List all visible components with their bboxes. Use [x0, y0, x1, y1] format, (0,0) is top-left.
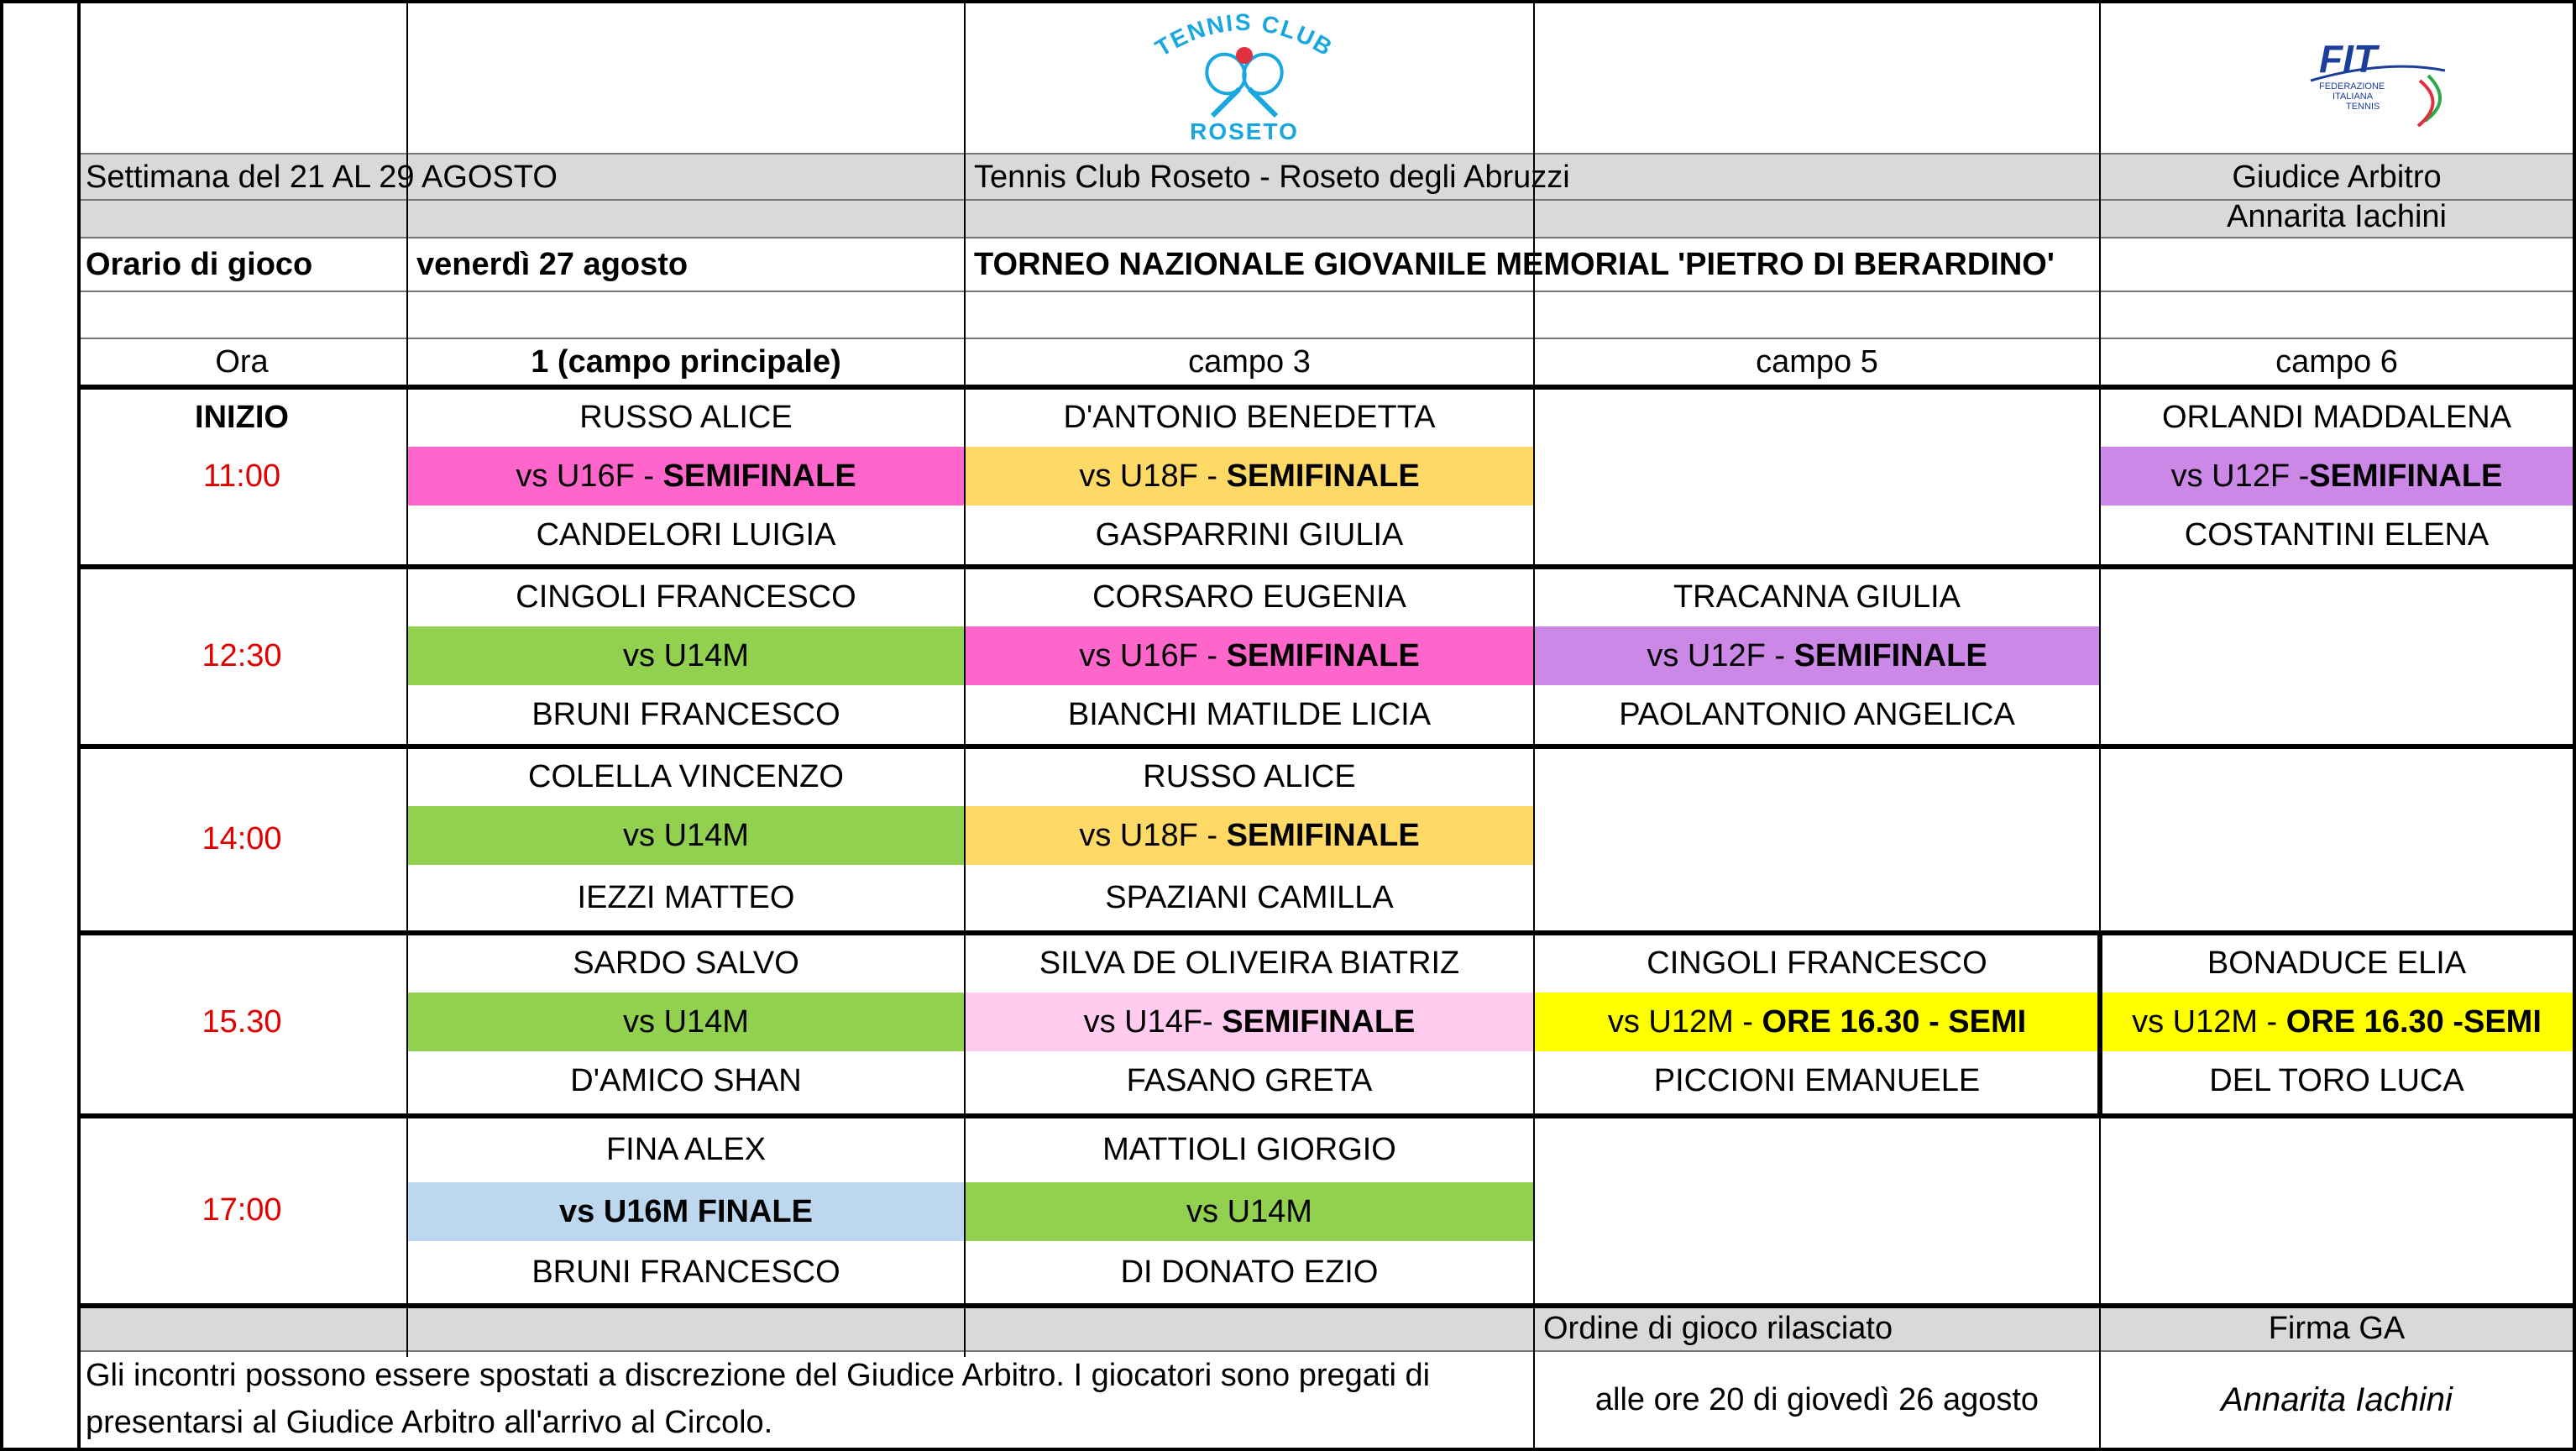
match-category-round: vs U16M FINALE — [559, 1194, 813, 1229]
svg-text:TENNIS CLUB: TENNIS CLUB — [1150, 8, 1338, 62]
match-category — [2101, 993, 2573, 1051]
svg-text:ROSETO: ROSETO — [1190, 118, 1299, 144]
match-category-round: SEMIFINALE — [2309, 458, 2503, 494]
match-category — [1535, 626, 2099, 685]
slot-time: 14:00 — [202, 821, 282, 856]
note-line-1: Gli incontri possono essere spostati a discrezione del Giudice Arbitro. I giocatori sono pregati di — [86, 1358, 1431, 1393]
match-category-round: SEMIFINALE — [1226, 818, 1420, 853]
match-category-round: SEMIFINALE — [1793, 638, 1987, 673]
release-time: alle ore 20 di giovedì 26 agosto — [1594, 1382, 2039, 1417]
schedule-sheet — [77, 0, 2576, 1451]
svg-text:FIT: FIT — [2319, 37, 2377, 81]
match-player-2: BIANCHI MATILDE LICIA — [1067, 697, 1432, 732]
match-category — [408, 806, 964, 865]
match-player-1: ORLANDI MADDALENA — [2162, 400, 2511, 435]
week-label: Settimana del 21 AL 29 AGOSTO — [86, 160, 558, 195]
match-player-1: FINA ALEX — [605, 1132, 767, 1167]
match-category-round: SEMIFINALE — [1226, 458, 1420, 494]
match-player-2: BRUNI FRANCESCO — [531, 1255, 840, 1290]
column-header-court1: 1 (campo principale) — [531, 344, 841, 380]
match-player-2: DI DONATO EZIO — [1120, 1255, 1379, 1290]
match-player-2: D'AMICO SHAN — [570, 1063, 802, 1098]
referee-label: Giudice Arbitro — [2232, 160, 2442, 195]
column-header-court5: campo 5 — [1756, 344, 1878, 380]
match-category-prefix: vs U12F - — [1647, 638, 1794, 673]
match-category — [966, 1182, 1533, 1241]
match-category-prefix: vs U14M — [1186, 1194, 1312, 1229]
match-category — [408, 447, 964, 505]
match-category-prefix: vs U12M - — [2132, 1004, 2286, 1040]
match-player-2: PAOLANTONIO ANGELICA — [1619, 697, 2015, 732]
match-player-1: SILVA DE OLIVEIRA BIATRIZ — [1039, 946, 1460, 981]
column-header-time: Ora — [215, 344, 269, 380]
match-player-1: COLELLA VINCENZO — [528, 759, 844, 794]
match-category — [2101, 447, 2573, 505]
match-category — [408, 1182, 964, 1241]
match-category — [966, 626, 1533, 685]
match-player-2: GASPARRINI GIULIA — [1095, 517, 1404, 553]
match-player-2: IEZZI MATTEO — [577, 880, 795, 915]
match-category-round: SEMIFINALE — [662, 458, 856, 494]
svg-text:ITALIANA: ITALIANA — [2333, 92, 2374, 102]
match-category-prefix: vs U14F- — [1083, 1004, 1223, 1040]
match-category-prefix: vs U12F - — [2170, 458, 2310, 494]
order-label: Ordine di gioco rilasciato — [1543, 1311, 1893, 1346]
match-player-2: BRUNI FRANCESCO — [531, 697, 840, 732]
match-category-prefix: vs U14M — [623, 1004, 749, 1040]
match-player-2: PICCIONI EMANUELE — [1653, 1063, 1981, 1098]
slot-time: 12:30 — [202, 638, 282, 673]
signature: Annarita Iachini — [2221, 1381, 2453, 1418]
fit-logo — [2260, 34, 2462, 134]
tennis-club-logo — [1118, 5, 1370, 148]
match-player-1: CINGOLI FRANCESCO — [1647, 946, 1987, 981]
tournament-title: TORNEO NAZIONALE GIOVANILE MEMORIAL 'PIETRO DI BERARDINO' — [974, 247, 2055, 282]
match-category — [966, 447, 1533, 505]
match-category-prefix: vs U12M - — [1607, 1004, 1762, 1040]
referee-name: Annarita Iachini — [2227, 199, 2447, 234]
note-line-2: presentarsi al Giudice Arbitro all'arrivo al Circolo. — [86, 1405, 773, 1440]
match-player-1: CINGOLI FRANCESCO — [516, 579, 856, 615]
match-player-1: RUSSO ALICE — [1143, 759, 1356, 794]
match-category-round: ORE 16.30 - SEMI — [1762, 1004, 2027, 1040]
sheet-left-margin — [0, 0, 77, 1451]
column-header-court3: campo 3 — [1188, 344, 1311, 380]
match-player-2: SPAZIANI CAMILLA — [1105, 880, 1394, 915]
match-player-1: MATTIOLI GIORGIO — [1102, 1132, 1396, 1167]
match-category-prefix: vs U16F - — [516, 458, 663, 494]
match-category-prefix: vs U18F - — [1079, 458, 1227, 494]
match-category-prefix: vs U18F - — [1079, 818, 1227, 853]
svg-text:FEDERAZIONE: FEDERAZIONE — [2319, 81, 2385, 92]
match-category-round: SEMIFINALE — [1226, 638, 1420, 673]
match-category-prefix: vs U14M — [623, 638, 749, 673]
match-player-2: DEL TORO LUCA — [2209, 1063, 2464, 1098]
match-player-1: RUSSO ALICE — [579, 400, 793, 435]
match-player-1: D'ANTONIO BENEDETTA — [1063, 400, 1436, 435]
match-player-1: CORSARO EUGENIA — [1092, 579, 1406, 615]
match-player-2: CANDELORI LUIGIA — [536, 517, 836, 553]
match-category — [1535, 993, 2099, 1051]
match-category-round: SEMIFINALE — [1222, 1004, 1416, 1040]
slot-time: 15.30 — [202, 1004, 282, 1040]
match-player-1: TRACANNA GIULIA — [1673, 579, 1961, 615]
match-player-1: SARDO SALVO — [573, 946, 799, 981]
svg-text:TENNIS: TENNIS — [2346, 102, 2380, 112]
venue-label: Tennis Club Roseto - Roseto degli Abruzzi — [974, 160, 1570, 195]
match-player-1: BONADUCE ELIA — [2207, 946, 2467, 981]
schedule-label: Orario di gioco — [86, 247, 313, 282]
match-category — [408, 993, 964, 1051]
match-player-2: FASANO GRETA — [1126, 1063, 1373, 1098]
signature-label: Firma GA — [2268, 1311, 2406, 1346]
match-category — [966, 993, 1533, 1051]
match-player-2: COSTANTINI ELENA — [2184, 517, 2490, 553]
slot-time: 17:00 — [202, 1192, 282, 1228]
slot-start-label: INIZIO — [195, 400, 289, 435]
match-category-prefix: vs U14M — [623, 818, 749, 853]
column-header-court6: campo 6 — [2275, 344, 2398, 380]
schedule-date: venerdì 27 agosto — [416, 247, 689, 282]
match-category-prefix: vs U16F - — [1079, 638, 1227, 673]
match-category — [408, 626, 964, 685]
match-category — [966, 806, 1533, 865]
slot-time: 11:00 — [202, 458, 281, 494]
match-category-round: ORE 16.30 -SEMI — [2285, 1004, 2542, 1040]
